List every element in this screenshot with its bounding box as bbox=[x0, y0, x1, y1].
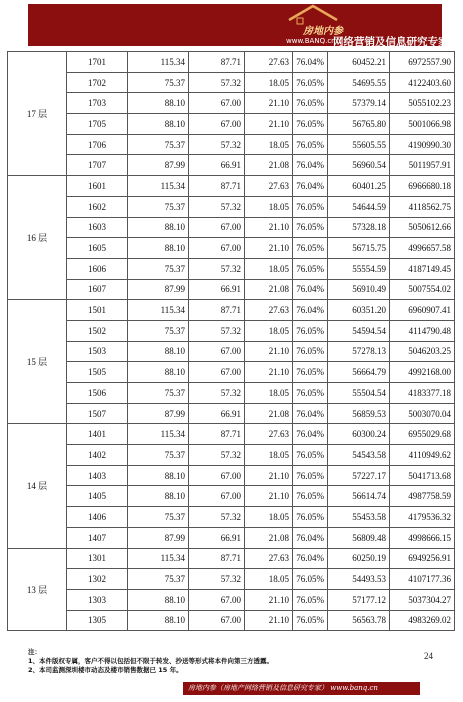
total-price-cell: 6955029.68 bbox=[390, 424, 455, 445]
usable-area-cell: 57.32 bbox=[189, 383, 245, 404]
usable-area-cell: 67.00 bbox=[189, 217, 245, 238]
unit-number-cell: 1505 bbox=[67, 362, 128, 383]
usable-area-cell: 66.91 bbox=[189, 155, 245, 176]
total-area-cell: 87.99 bbox=[128, 527, 189, 548]
usage-rate-cell: 76.05% bbox=[293, 134, 328, 155]
total-price-cell: 4114790.48 bbox=[390, 320, 455, 341]
total-area-cell: 87.99 bbox=[128, 155, 189, 176]
usable-area-cell: 67.00 bbox=[189, 610, 245, 631]
usable-area-cell: 57.32 bbox=[189, 445, 245, 466]
total-area-cell: 115.34 bbox=[128, 176, 189, 197]
shared-area-cell: 27.63 bbox=[245, 424, 293, 445]
shared-area-cell: 27.63 bbox=[245, 300, 293, 321]
shared-area-cell: 21.08 bbox=[245, 279, 293, 300]
table-row bbox=[8, 424, 455, 445]
total-area-cell: 75.37 bbox=[128, 320, 189, 341]
unit-price-cell: 57177.12 bbox=[328, 589, 390, 610]
table-row bbox=[8, 279, 455, 300]
unit-number-cell: 1403 bbox=[67, 465, 128, 486]
usage-rate-cell: 76.05% bbox=[293, 465, 328, 486]
footer-notes bbox=[28, 648, 413, 680]
total-price-cell: 5037304.27 bbox=[390, 589, 455, 610]
total-area-cell: 75.37 bbox=[128, 134, 189, 155]
table-row bbox=[8, 486, 455, 507]
usage-rate-cell: 76.05% bbox=[293, 320, 328, 341]
shared-area-cell: 27.63 bbox=[245, 548, 293, 569]
usage-rate-cell: 76.04% bbox=[293, 424, 328, 445]
unit-number-cell: 1602 bbox=[67, 196, 128, 217]
table-row bbox=[8, 341, 455, 362]
total-price-cell: 4118562.75 bbox=[390, 196, 455, 217]
unit-number-cell: 1301 bbox=[67, 548, 128, 569]
table-row bbox=[8, 548, 455, 569]
usable-area-cell: 67.00 bbox=[189, 341, 245, 362]
shared-area-cell: 21.10 bbox=[245, 238, 293, 259]
usable-area-cell: 87.71 bbox=[189, 300, 245, 321]
usage-rate-cell: 76.05% bbox=[293, 93, 328, 114]
usage-rate-cell: 76.05% bbox=[293, 569, 328, 590]
header-banner bbox=[28, 4, 449, 48]
shared-area-cell: 18.05 bbox=[245, 72, 293, 93]
total-area-cell: 115.34 bbox=[128, 424, 189, 445]
total-price-cell: 4996657.58 bbox=[390, 238, 455, 259]
unit-number-cell: 1502 bbox=[67, 320, 128, 341]
usable-area-cell: 66.91 bbox=[189, 527, 245, 548]
unit-price-cell: 60452.21 bbox=[328, 52, 390, 73]
shared-area-cell: 21.08 bbox=[245, 403, 293, 424]
table-row bbox=[8, 238, 455, 259]
usable-area-cell: 57.32 bbox=[189, 196, 245, 217]
unit-number-cell: 1707 bbox=[67, 155, 128, 176]
total-price-cell: 6966680.18 bbox=[390, 176, 455, 197]
table-row bbox=[8, 217, 455, 238]
table-row bbox=[8, 114, 455, 135]
unit-number-cell: 1507 bbox=[67, 403, 128, 424]
total-price-cell: 4107177.36 bbox=[390, 569, 455, 590]
unit-price-cell: 57278.13 bbox=[328, 341, 390, 362]
total-price-cell: 4983269.02 bbox=[390, 610, 455, 631]
table-row bbox=[8, 93, 455, 114]
unit-price-cell: 57379.14 bbox=[328, 93, 390, 114]
usage-rate-cell: 76.05% bbox=[293, 445, 328, 466]
note-title: 注： bbox=[28, 648, 41, 656]
usable-area-cell: 57.32 bbox=[189, 134, 245, 155]
usable-area-cell: 66.91 bbox=[189, 403, 245, 424]
unit-price-cell: 56715.75 bbox=[328, 238, 390, 259]
usable-area-cell: 67.00 bbox=[189, 465, 245, 486]
usable-area-cell: 87.71 bbox=[189, 52, 245, 73]
shared-area-cell: 21.08 bbox=[245, 527, 293, 548]
total-price-cell: 4187149.45 bbox=[390, 258, 455, 279]
usage-rate-cell: 76.04% bbox=[293, 548, 328, 569]
unit-price-cell: 54493.53 bbox=[328, 569, 390, 590]
unit-number-cell: 1302 bbox=[67, 569, 128, 590]
usage-rate-cell: 76.05% bbox=[293, 72, 328, 93]
unit-price-cell: 56664.79 bbox=[328, 362, 390, 383]
usage-rate-cell: 76.04% bbox=[293, 155, 328, 176]
usage-rate-cell: 76.05% bbox=[293, 486, 328, 507]
unit-number-cell: 1401 bbox=[67, 424, 128, 445]
unit-price-table bbox=[7, 51, 455, 631]
unit-number-cell: 1701 bbox=[67, 52, 128, 73]
brand-name: 房地内参 bbox=[303, 26, 343, 37]
table-row bbox=[8, 258, 455, 279]
table-row bbox=[8, 403, 455, 424]
total-area-cell: 75.37 bbox=[128, 507, 189, 528]
total-area-cell: 115.34 bbox=[128, 300, 189, 321]
total-price-cell: 5003070.04 bbox=[390, 403, 455, 424]
usable-area-cell: 87.71 bbox=[189, 176, 245, 197]
shared-area-cell: 21.10 bbox=[245, 589, 293, 610]
usable-area-cell: 67.00 bbox=[189, 589, 245, 610]
table-row bbox=[8, 52, 455, 73]
unit-number-cell: 1407 bbox=[67, 527, 128, 548]
unit-price-cell: 60300.24 bbox=[328, 424, 390, 445]
note-copyright: 1、本件版权专属，客户不得以包括但不限于转发、抄送等形式将本件向第三方透露。 bbox=[28, 657, 274, 665]
unit-number-cell: 1406 bbox=[67, 507, 128, 528]
usage-rate-cell: 76.05% bbox=[293, 383, 328, 404]
total-area-cell: 75.37 bbox=[128, 445, 189, 466]
usable-area-cell: 57.32 bbox=[189, 258, 245, 279]
table-row bbox=[8, 507, 455, 528]
usage-rate-cell: 76.05% bbox=[293, 589, 328, 610]
total-price-cell: 4122403.60 bbox=[390, 72, 455, 93]
unit-number-cell: 1402 bbox=[67, 445, 128, 466]
total-price-cell: 6972557.90 bbox=[390, 52, 455, 73]
usage-rate-cell: 76.05% bbox=[293, 114, 328, 135]
unit-number-cell: 1603 bbox=[67, 217, 128, 238]
table-row bbox=[8, 196, 455, 217]
total-area-cell: 88.10 bbox=[128, 362, 189, 383]
total-area-cell: 88.10 bbox=[128, 589, 189, 610]
total-area-cell: 88.10 bbox=[128, 217, 189, 238]
table-row bbox=[8, 527, 455, 548]
unit-number-cell: 1305 bbox=[67, 610, 128, 631]
usable-area-cell: 67.00 bbox=[189, 238, 245, 259]
shared-area-cell: 18.05 bbox=[245, 383, 293, 404]
unit-number-cell: 1601 bbox=[67, 176, 128, 197]
floor-label: 17 层 bbox=[8, 52, 67, 176]
unit-number-cell: 1503 bbox=[67, 341, 128, 362]
footer-banner bbox=[183, 682, 420, 695]
total-price-cell: 4190990.30 bbox=[390, 134, 455, 155]
total-area-cell: 88.10 bbox=[128, 486, 189, 507]
note-monitoring: 2、本司监测深圳楼市动态及楼市销售数据已 15 年。 bbox=[28, 666, 183, 674]
table-row bbox=[8, 383, 455, 404]
table-row bbox=[8, 465, 455, 486]
unit-price-cell: 56910.49 bbox=[328, 279, 390, 300]
page-number: 24 bbox=[424, 651, 433, 661]
total-area-cell: 87.99 bbox=[128, 279, 189, 300]
usable-area-cell: 67.00 bbox=[189, 93, 245, 114]
unit-price-cell: 54644.59 bbox=[328, 196, 390, 217]
total-area-cell: 88.10 bbox=[128, 93, 189, 114]
total-area-cell: 75.37 bbox=[128, 196, 189, 217]
unit-price-cell: 57227.17 bbox=[328, 465, 390, 486]
unit-number-cell: 1506 bbox=[67, 383, 128, 404]
usable-area-cell: 67.00 bbox=[189, 486, 245, 507]
total-area-cell: 75.37 bbox=[128, 72, 189, 93]
unit-price-cell: 60401.25 bbox=[328, 176, 390, 197]
usage-rate-cell: 76.04% bbox=[293, 52, 328, 73]
total-area-cell: 75.37 bbox=[128, 383, 189, 404]
usage-rate-cell: 76.05% bbox=[293, 238, 328, 259]
total-area-cell: 88.10 bbox=[128, 341, 189, 362]
total-area-cell: 115.34 bbox=[128, 52, 189, 73]
table-row bbox=[8, 176, 455, 197]
total-price-cell: 4110949.62 bbox=[390, 445, 455, 466]
total-price-cell: 5046203.25 bbox=[390, 341, 455, 362]
usage-rate-cell: 76.04% bbox=[293, 279, 328, 300]
floor-label: 15 层 bbox=[8, 300, 67, 424]
shared-area-cell: 21.10 bbox=[245, 465, 293, 486]
usage-rate-cell: 76.05% bbox=[293, 258, 328, 279]
unit-price-cell: 56563.78 bbox=[328, 610, 390, 631]
usable-area-cell: 57.32 bbox=[189, 320, 245, 341]
total-area-cell: 75.37 bbox=[128, 569, 189, 590]
table-row bbox=[8, 320, 455, 341]
total-price-cell: 5050612.66 bbox=[390, 217, 455, 238]
table-row bbox=[8, 300, 455, 321]
floor-label: 16 层 bbox=[8, 176, 67, 300]
unit-number-cell: 1703 bbox=[67, 93, 128, 114]
total-area-cell: 87.99 bbox=[128, 403, 189, 424]
table-row bbox=[8, 362, 455, 383]
unit-price-cell: 55453.58 bbox=[328, 507, 390, 528]
total-price-cell: 5001066.98 bbox=[390, 114, 455, 135]
usable-area-cell: 57.32 bbox=[189, 507, 245, 528]
total-area-cell: 88.10 bbox=[128, 610, 189, 631]
unit-number-cell: 1606 bbox=[67, 258, 128, 279]
usage-rate-cell: 76.05% bbox=[293, 610, 328, 631]
brand-url: www.BANQ.cn bbox=[286, 37, 336, 45]
shared-area-cell: 18.05 bbox=[245, 134, 293, 155]
table-row bbox=[8, 610, 455, 631]
usable-area-cell: 66.91 bbox=[189, 279, 245, 300]
usable-area-cell: 67.00 bbox=[189, 114, 245, 135]
unit-price-cell: 60250.19 bbox=[328, 548, 390, 569]
total-price-cell: 5055102.23 bbox=[390, 93, 455, 114]
shared-area-cell: 21.10 bbox=[245, 114, 293, 135]
usage-rate-cell: 76.04% bbox=[293, 176, 328, 197]
unit-number-cell: 1605 bbox=[67, 238, 128, 259]
unit-price-cell: 54543.58 bbox=[328, 445, 390, 466]
total-price-cell: 6960907.41 bbox=[390, 300, 455, 321]
total-price-cell: 4992168.00 bbox=[390, 362, 455, 383]
unit-number-cell: 1607 bbox=[67, 279, 128, 300]
shared-area-cell: 21.10 bbox=[245, 610, 293, 631]
unit-number-cell: 1702 bbox=[67, 72, 128, 93]
table-row bbox=[8, 72, 455, 93]
unit-number-cell: 1501 bbox=[67, 300, 128, 321]
shared-area-cell: 21.08 bbox=[245, 155, 293, 176]
usage-rate-cell: 76.05% bbox=[293, 217, 328, 238]
unit-price-cell: 57328.18 bbox=[328, 217, 390, 238]
shared-area-cell: 18.05 bbox=[245, 507, 293, 528]
table-row bbox=[8, 569, 455, 590]
shared-area-cell: 21.10 bbox=[245, 486, 293, 507]
unit-price-cell: 55504.54 bbox=[328, 383, 390, 404]
unit-price-cell: 54594.54 bbox=[328, 320, 390, 341]
usage-rate-cell: 76.04% bbox=[293, 527, 328, 548]
total-price-cell: 4998666.15 bbox=[390, 527, 455, 548]
unit-number-cell: 1405 bbox=[67, 486, 128, 507]
shared-area-cell: 18.05 bbox=[245, 258, 293, 279]
usage-rate-cell: 76.05% bbox=[293, 507, 328, 528]
total-area-cell: 88.10 bbox=[128, 238, 189, 259]
shared-area-cell: 18.05 bbox=[245, 320, 293, 341]
usable-area-cell: 67.00 bbox=[189, 362, 245, 383]
total-price-cell: 6949256.91 bbox=[390, 548, 455, 569]
total-price-cell: 4987758.59 bbox=[390, 486, 455, 507]
total-area-cell: 75.37 bbox=[128, 258, 189, 279]
usage-rate-cell: 76.04% bbox=[293, 300, 328, 321]
total-price-cell: 5011957.91 bbox=[390, 155, 455, 176]
unit-number-cell: 1705 bbox=[67, 114, 128, 135]
table-row bbox=[8, 134, 455, 155]
shared-area-cell: 21.10 bbox=[245, 93, 293, 114]
footer-banner-text: 房地内参（房地产网络营销及信息研究专家） www.banq.cn bbox=[188, 684, 378, 692]
header-title: 网络营销及信息研究专家 bbox=[333, 36, 449, 48]
unit-price-cell: 56960.54 bbox=[328, 155, 390, 176]
shared-area-cell: 18.05 bbox=[245, 569, 293, 590]
total-area-cell: 88.10 bbox=[128, 465, 189, 486]
unit-price-cell: 56765.80 bbox=[328, 114, 390, 135]
shared-area-cell: 18.05 bbox=[245, 445, 293, 466]
total-price-cell: 4183377.18 bbox=[390, 383, 455, 404]
shared-area-cell: 21.10 bbox=[245, 217, 293, 238]
unit-price-cell: 56614.74 bbox=[328, 486, 390, 507]
total-price-cell: 5007554.02 bbox=[390, 279, 455, 300]
shared-area-cell: 27.63 bbox=[245, 52, 293, 73]
usage-rate-cell: 76.05% bbox=[293, 196, 328, 217]
table-row bbox=[8, 445, 455, 466]
unit-number-cell: 1303 bbox=[67, 589, 128, 610]
shared-area-cell: 21.10 bbox=[245, 362, 293, 383]
table-row bbox=[8, 155, 455, 176]
floor-label: 13 层 bbox=[8, 548, 67, 631]
unit-price-cell: 60351.20 bbox=[328, 300, 390, 321]
unit-price-cell: 55554.59 bbox=[328, 258, 390, 279]
usage-rate-cell: 76.05% bbox=[293, 362, 328, 383]
usable-area-cell: 87.71 bbox=[189, 548, 245, 569]
shared-area-cell: 27.63 bbox=[245, 176, 293, 197]
total-price-cell: 4179536.32 bbox=[390, 507, 455, 528]
floor-label: 14 层 bbox=[8, 424, 67, 548]
shared-area-cell: 21.10 bbox=[245, 341, 293, 362]
unit-number-cell: 1706 bbox=[67, 134, 128, 155]
unit-price-cell: 55605.55 bbox=[328, 134, 390, 155]
unit-price-cell: 56859.53 bbox=[328, 403, 390, 424]
total-area-cell: 115.34 bbox=[128, 548, 189, 569]
table-row bbox=[8, 589, 455, 610]
shared-area-cell: 18.05 bbox=[245, 196, 293, 217]
total-area-cell: 88.10 bbox=[128, 114, 189, 135]
total-price-cell: 5041713.68 bbox=[390, 465, 455, 486]
usage-rate-cell: 76.05% bbox=[293, 341, 328, 362]
unit-price-cell: 56809.48 bbox=[328, 527, 390, 548]
usable-area-cell: 57.32 bbox=[189, 569, 245, 590]
usable-area-cell: 87.71 bbox=[189, 424, 245, 445]
usage-rate-cell: 76.04% bbox=[293, 403, 328, 424]
unit-price-cell: 54695.55 bbox=[328, 72, 390, 93]
usable-area-cell: 57.32 bbox=[189, 72, 245, 93]
